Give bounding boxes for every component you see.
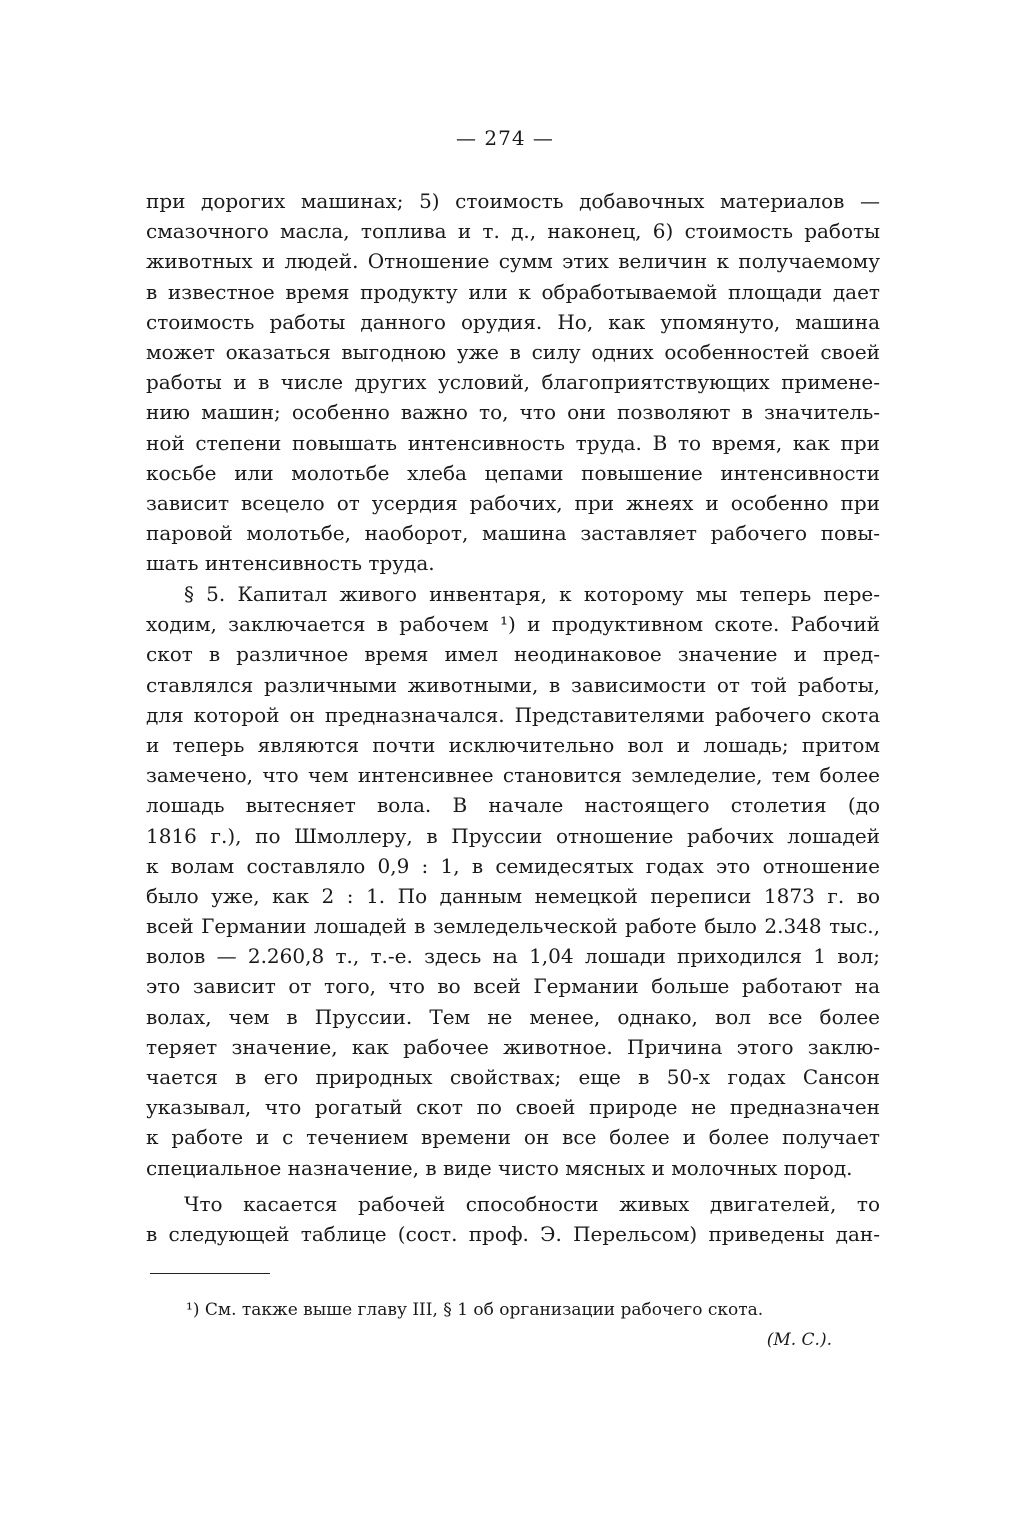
text-line: работы и в числе других условий, благоприятствующих примене- <box>146 370 880 395</box>
text-line: указывал, что рогатый скот по своей природе не предназначен <box>146 1095 880 1120</box>
text-line: косьбе или молотьбе хлеба цепами повышение интенсивности <box>146 460 880 485</box>
text-line: специальное назначение, в виде чисто мясных и молочных пород. <box>146 1155 853 1180</box>
text-line: Что касается рабочей способности живых двигателей, то <box>184 1192 880 1216</box>
text-line: шать интенсивность труда. <box>146 551 435 576</box>
text-line: к работе и с течением времени он все более и более получает <box>146 1125 880 1150</box>
paragraph-3 <box>146 1189 880 1249</box>
text-line: было уже, как 2 : 1. По данным немецкой переписи 1873 г. во <box>146 883 880 908</box>
text-line: и теперь являются почти исключительно вол и лошадь; притом <box>146 732 880 757</box>
text-line: стоимость работы данного орудия. Но, как упомянуто, машина <box>146 309 880 334</box>
text-line: к волам составляло 0,9 : 1, в семидесятых годах это отношение <box>146 853 880 878</box>
text-line: ной степени повышать интенсивность труда. В то время, как при <box>146 430 880 455</box>
text-line: паровой молотьбе, наоборот, машина заставляет рабочего повы- <box>146 521 880 546</box>
paragraph-2 <box>146 579 880 1183</box>
text-line: 1816 г.), по Шмоллеру, в Пруссии отношение рабочих лошадей <box>146 823 880 848</box>
text-line: для которой он предназначался. Представителями рабочего скота <box>146 702 880 727</box>
page-number: — 274 — <box>456 126 554 150</box>
text-line: нию машин; особенно важно то, что они позволяют в значитель- <box>146 400 880 425</box>
text-line: замечено, что чем интенсивнее становится земледелие, тем более <box>146 763 880 788</box>
text-line: лошадь вытесняет вола. В начале настоящего столетия (до <box>146 793 880 818</box>
text-line: это зависит от того, что во всей Германии больше работают на <box>146 974 880 999</box>
footnote-divider <box>150 1273 270 1274</box>
text-line: может оказаться выгодною уже в силу одних особенностей своей <box>146 339 880 364</box>
footnote-signature: (М. С.). <box>766 1330 832 1350</box>
footnote-text: ¹) См. также выше главу III, § 1 об организации рабочего скота. <box>186 1300 764 1320</box>
text-line: ставлялся различными животными, в зависимости от той работы, <box>146 672 880 697</box>
text-line: теряет значение, как рабочее животное. Причина этого заклю- <box>146 1034 880 1059</box>
text-line: ходим, заключается в рабочем ¹) и продуктивном скоте. Рабочий <box>146 612 880 637</box>
text-line: смазочного масла, топлива и т. д., наконец, 6) стоимость работы <box>146 219 880 244</box>
text-line: при дорогих машинах; 5) стоимость добавочных материалов — <box>146 189 880 213</box>
text-line: чается в его природных свойствах; еще в 50-х годах Сансон <box>146 1065 880 1089</box>
text-line: скот в различное время имел неодинаковое значение и пред- <box>146 642 880 667</box>
text-line: волов — 2.260,8 т., т.-е. здесь на 1,04 лошади приходился 1 вол; <box>146 944 880 969</box>
text-line: всей Германии лошадей в земледельческой работе было 2.348 тыс., <box>146 914 880 939</box>
text-line: § 5. Капитал живого инвентаря, к которому мы теперь пере- <box>184 582 880 606</box>
text-line: животных и людей. Отношение сумм этих величин к получаемому <box>146 249 880 274</box>
footnote <box>186 1295 876 1355</box>
text-line: в известное время продукту или к обработываемой площади дает <box>146 279 880 304</box>
text-line: в следующей таблице (сост. проф. Э. Перельсом) приведены дан- <box>146 1222 880 1247</box>
text-line: зависит всецело от усердия рабочих, при жнеях и особенно при <box>146 490 880 515</box>
text-line: волах, чем в Пруссии. Тем не менее, однако, вол все более <box>146 1004 880 1029</box>
paragraph-1 <box>146 186 880 578</box>
